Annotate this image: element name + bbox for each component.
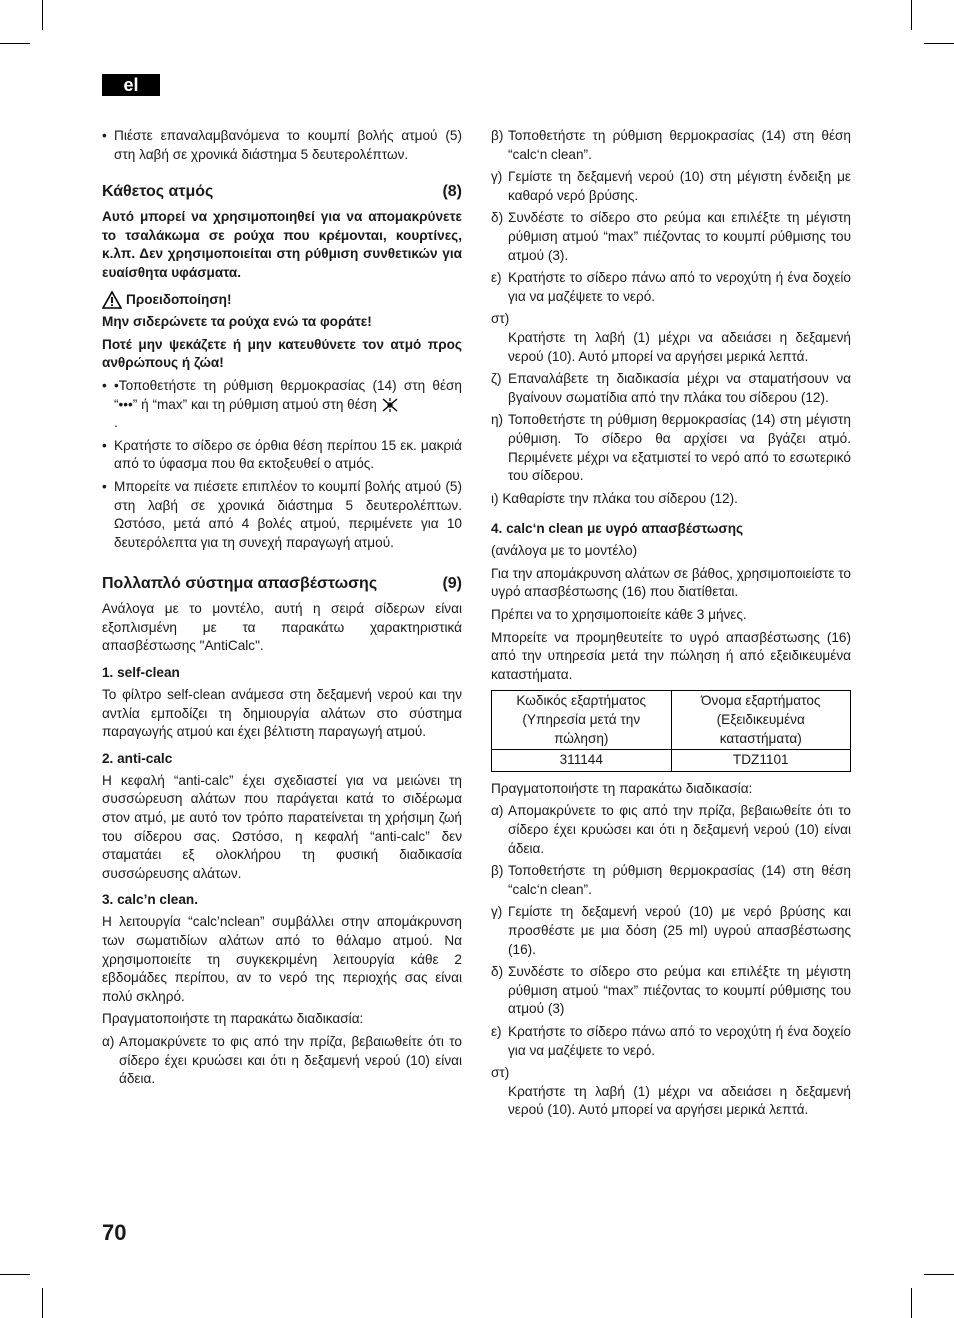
anti-calc-text: Η κεφαλή “anti-calc” έχει σχεδιαστεί για να μειώνει τη συσσώρευση αλάτων που παράγεται κατά το σιδέρωμα στον ατμό, με αυτό τον τρόπο παρατείνεται τη χρήσιμη ζωή του σίδερου σας. Ωστόσο, η κεφαλή “anti-calc” δεν σταματάει εξ ολοκλήρου τη φυσική διαδικασία συσσώρευσης αλάτων.: [102, 772, 462, 881]
step-text: Τοποθετήστε τη ρύθμιση θερμοκρασίας (14) στη θέση “calc‘n clean”.: [508, 863, 851, 897]
header-text: Κωδικός εξαρτήματος: [516, 693, 647, 709]
step-text: Κρατήστε το σίδερο πάνω από το νεροχύτη ή ένα δοχείο για να μαζέψετε το νερό.: [508, 1023, 851, 1058]
crop-mark: [42, 1288, 43, 1318]
step-label: γ): [491, 904, 503, 920]
subsection-title: 3. calc’n clean.: [102, 892, 198, 908]
section-title: Κάθετος ατμός: [102, 183, 214, 201]
step-text: Κρατήστε το σίδερο πάνω από το νεροχύτη ή ένα δοχείο για να μαζέψετε το νερό.: [508, 270, 851, 304]
step-text: Συνδέστε το σίδερο στο ρεύμα και επιλέξτε τη μέγιστη ρύθμιση ατμού “max” πιέζοντας το κουμπί ρύθμισης του ατμού (3).: [508, 210, 851, 263]
crop-mark: [924, 1274, 954, 1275]
crop-mark: [924, 43, 954, 44]
calc-clean-text: Η λειτουργία “calc’nclean” συμβάλλει στην απομάκρυνση των σωματιδίων αλάτων από το θάλαμο ατμού. Να χρησιμοποιείτε τη συγκεκριμένη λειτουργία κάθε 2 εβδομάδες περίπου, αν το νερό της περιοχής σας είναι πολύ σκληρό.: [102, 914, 462, 1004]
subsection-title: 1. self-clean: [102, 665, 180, 681]
bullet-temperature-setting: [102, 377, 462, 433]
subsection-title: 4. calc‘n clean με υγρό απασβέστωσης: [491, 521, 744, 537]
warning-heading: [102, 291, 462, 310]
step-label: β): [491, 863, 504, 879]
step-item: [491, 209, 851, 265]
procedure-intro: Πραγματοποιήστε τη παρακάτω διαδικασία:: [102, 1011, 364, 1027]
step-label: στ): [491, 311, 510, 327]
step-item: [491, 127, 851, 164]
step-text: Κρατήστε τη λαβή (1) μέχρι να αδειάσει η δεξαμενή νερού (10). Αυτό μπορεί να αργήσει μερικά λεπτά.: [508, 1083, 851, 1118]
section-number: (9): [442, 575, 462, 593]
warning-text-2: Ποτέ μην ψεκάζετε ή μην κατευθύνετε τον ατμό προς ανθρώπους ή ζώα!: [102, 336, 462, 371]
step-item: [491, 963, 851, 1019]
step-label: δ): [491, 210, 504, 226]
vertical-steam-intro: Αυτό μπορεί να χρησιμοποιηθεί για να απομακρύνετε το τσαλάκωμα σε ρούχα που κρέμονται, κουρτίνες, κ.λπ. Δεν χρησιμοποιείται στη ρύθμιση συνθετικών για ευαίσθητα υφάσματα.: [102, 209, 462, 280]
section-number: (8): [442, 183, 462, 201]
table-header-cell: [492, 691, 672, 750]
step-item: [491, 168, 851, 205]
right-column: [491, 127, 851, 1124]
step-item: [491, 802, 851, 858]
step-label: δ): [491, 964, 504, 980]
left-column: [102, 127, 462, 1093]
descaler-frequency: Πρέπει να το χρησιμοποιείτε κάθε 3 μήνες.: [491, 607, 747, 623]
descaler-supply: Μπορείτε να προμηθευτείτε το υγρό απασβέστωσης (16) από την υπηρεσία μετά την πώληση ή από εξειδικευμένα καταστήματα.: [491, 629, 851, 682]
step-text: Τοποθετήστε τη ρύθμιση θερμοκρασίας (14) στη μέγιστη ρύθμιση. Το σίδερο θα αρχίσει να βγάζει ατμό. Περιμένετε μέχρι να εξατμιστεί το νερό από το εσωτερικό του σίδερου.: [508, 412, 851, 484]
step-label: ε): [491, 270, 502, 286]
step-item: [491, 903, 851, 959]
step-label: α): [491, 803, 504, 819]
step-text: Γεμίστε τη δεξαμενή νερού (10) με νερό βρύσης και προσθέστε με μια δόση (25 ml) υγρού απασβέστωσης (16).: [508, 904, 851, 957]
language-tab: el: [102, 74, 160, 96]
step-label: γ): [491, 169, 503, 185]
crop-mark: [911, 0, 912, 30]
step-label: β): [491, 128, 504, 143]
bullet-text: •Τοποθετήστε τη ρύθμιση θερμοκρασίας (14) στη θέση “•••” ή “max” και τη ρύθμιση ατμού στη θέση: [114, 377, 462, 412]
step-label: α): [102, 1033, 115, 1049]
step-label: ζ): [491, 371, 502, 387]
header-text: (Υπηρεσία μετά την πώληση): [522, 712, 641, 746]
crop-mark: [42, 0, 43, 30]
step-item: [102, 1033, 462, 1089]
descaler-paragraph: Για την απομάκρυνση αλάτων σε βάθος, χρησιμοποιείστε το υγρό απασβέστωσης (16) που διατίθεται.: [491, 565, 851, 600]
step-label: στ): [491, 1065, 510, 1081]
step-text: Απομακρύνετε το φις από την πρίζα, βεβαιωθείτε ότι το σίδερο έχει κρυώσει και ότι η δεξαμενή νερού (10) είναι άδεια.: [508, 803, 851, 856]
self-clean-text: Το φίλτρο self-clean ανάμεσα στη δεξαμενή νερού και την αντλία εμποδίζει τη δημιουργία αλάτων στο σύστημα παραγωγής ατμού και έχει βέλτιστη παραγωγή ατμού.: [102, 687, 462, 740]
step-item: [491, 310, 851, 366]
header-text: Όνομα εξαρτήματος (Εξειδικευμένα καταστήματα): [701, 693, 821, 746]
step-item: [491, 269, 851, 306]
crop-mark: [0, 43, 30, 44]
step-item: [491, 1064, 851, 1120]
warning-label: Προειδοποίηση!: [126, 291, 232, 307]
step-label: ε): [491, 1023, 502, 1039]
bullet-text-end: .: [114, 415, 118, 431]
crop-mark: [911, 1288, 912, 1318]
table-cell: TDZ1101: [671, 750, 851, 772]
page-number: 70: [102, 1220, 127, 1245]
step-text: Κρατήστε τη λαβή (1) μέχρι να αδειάσει η δεξαμενή νερού (10). Αυτό μπορεί να αργήσει μερικά λεπτά.: [508, 329, 851, 364]
crop-mark: [0, 1274, 30, 1275]
table-row: [492, 750, 851, 772]
bullet-intro: • Πιέστε επαναλαμβανόμενα το κουμπί βολής ατμού (5) στη λαβή σε χρονικά διάστημα 5 δευτερολέπτων.: [102, 127, 462, 164]
vertical-steam-icon: [381, 397, 399, 413]
step-text: Απομακρύνετε το φις από την πρίζα, βεβαιωθείτε ότι το σίδερο έχει κρυώσει και ότι η δεξαμενή νερού (10) είναι άδεια.: [119, 1033, 462, 1087]
subsection-title: 2. anti-calc: [102, 750, 173, 766]
procedure-intro: Πραγματοποιήστε τη παρακάτω διαδικασία:: [491, 780, 753, 796]
step-item: [491, 411, 851, 485]
table-header-row: [492, 691, 851, 750]
step-text: Συνδέστε το σίδερο στο ρεύμα και επιλέξτε τη μέγιστη ρύθμιση ατμού “max” πιέζοντας το κουμπί ρύθμισης του ατμού (3): [508, 964, 851, 1017]
section-title: Πολλαπλό σύστημα απασβέστωσης: [102, 575, 378, 593]
table-cell: 311144: [492, 750, 672, 772]
step-item: [491, 1023, 851, 1060]
step-text: Επαναλάβετε τη διαδικασία μέχρι να σταματήσουν να βγαίνουν σωματίδια από την πλάκα του σίδερου (12).: [508, 371, 851, 405]
warning-triangle-icon: [102, 291, 122, 309]
bullet-extra-press: • Μπορείτε να πιέσετε επιπλέον το κουμπί βολής ατμού (5) στη λαβή σε χρονικά διάστημα 5 δευτερολέπτων. Ωστόσο, μετά από 4 βολές ατμού, περιμένετε για 10 δευτερόλεπτα για τη συνεχή παραγωγή ατμού.: [102, 478, 462, 552]
step-text: Τοποθετήστε τη ρύθμιση θερμοκρασίας (14) στη θέση “calc‘n clean”.: [508, 128, 851, 162]
step-text: Γεμίστε τη δεξαμενή νερού (10) στη μέγιστη ένδειξη με καθαρό νερό βρύσης.: [508, 169, 851, 203]
section-heading-vertical-steam: [102, 182, 462, 202]
step-item: [491, 370, 851, 407]
bullet-hold-iron: • Κρατήστε το σίδερο σε όρθια θέση περίπου 15 εκ. μακριά από το ύφασμα που θα εκτοξευθεί ο ατμός.: [102, 437, 462, 474]
step-item: ι) Καθαρίστε την πλάκα του σίδερου (12).: [491, 490, 738, 506]
table-header-cell: [671, 691, 851, 750]
step-item: [491, 862, 851, 899]
section-heading-anticalc: [102, 574, 462, 594]
anticalc-intro: Ανάλογα με το μοντέλο, αυτή η σειρά σίδερων είναι εξοπλισμένη με τα παρακάτω χαρακτηριστικά απασβέστωσης "AntiCalc".: [102, 601, 462, 654]
step-label: η): [491, 412, 504, 428]
model-note: (ανάλογα με το μοντέλο): [491, 543, 638, 559]
warning-text-1: Μην σιδερώνετε τα ρούχα ενώ τα φοράτε!: [102, 314, 372, 330]
parts-table: [491, 690, 851, 771]
